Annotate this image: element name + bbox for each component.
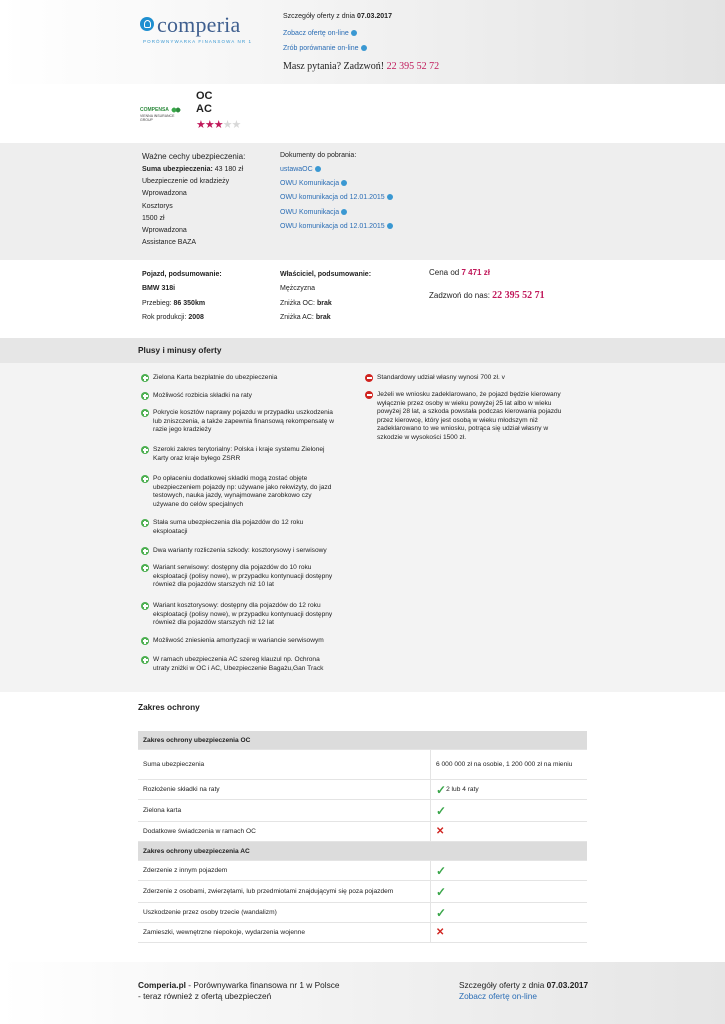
pro-item xyxy=(153,409,334,435)
product-type-oc: OC xyxy=(196,90,213,102)
item-text-line: Dwa warianty rozliczenia szkody: kosztorysowy i serwisowy xyxy=(153,547,327,554)
insurer-logo-subtext: VIENNA INSURANCE GROUP xyxy=(140,114,175,122)
coverage-label: Suma ubezpieczenia xyxy=(143,761,205,768)
features-heading: Ważne cechy ubezpieczenia: xyxy=(142,152,246,161)
document-link-label: OWU komunikacja od 12.01.2015 xyxy=(280,222,385,230)
item-text-line: również dla pojazdów starszych niż 12 lat xyxy=(153,619,274,627)
document-link-label: OWU komunikacja od 12.01.2015 xyxy=(280,194,385,202)
item-text-line: Możliwość rozbicia składki na raty xyxy=(153,392,252,399)
coverage-row xyxy=(138,923,587,943)
star-empty-icon: ★ xyxy=(222,119,232,131)
item-text-line: Szeroki zakres terytorialny: Polska i kraje systemu Zielonej xyxy=(153,446,325,453)
item-text-line: ubezpieczeniem pojazdy np: używane jako rekwizyty, do jazd xyxy=(153,483,332,491)
price-label: Cena od xyxy=(429,268,460,277)
item-text-line: testowych, nauka jazdy, wynajmowane zarobkowo czy xyxy=(153,492,312,500)
footer-offer-block xyxy=(459,980,588,1001)
plus-circle-icon xyxy=(141,602,149,610)
footer xyxy=(0,962,725,1024)
leaf-icon xyxy=(171,107,181,113)
insurer-logo xyxy=(140,107,188,122)
document-link[interactable] xyxy=(280,191,393,205)
features-list xyxy=(142,164,243,249)
coverage-label: Zamieszki, wewnętrzne niepokoje, wydarzenia wojenne xyxy=(143,929,305,936)
footer-see-offer-link[interactable]: Zobacz ofertę on-line xyxy=(459,990,537,1001)
offer-date: 07.03.2017 xyxy=(356,13,392,20)
coverage-label: Dodatkowe świadczenia w ramach OC xyxy=(143,828,256,835)
pros-cons-section xyxy=(0,338,725,692)
logo-tagline: PORÓWNYWARKA FINANSOWA NR 1 xyxy=(143,39,253,44)
minus-circle-icon xyxy=(365,391,373,399)
pro-item xyxy=(153,564,332,590)
plus-circle-icon xyxy=(141,374,149,382)
coverage-value-cell xyxy=(430,881,587,902)
sum-insured-value: 43 180 zł xyxy=(214,166,244,173)
vehicle-mileage xyxy=(142,297,222,311)
coverage-row xyxy=(138,750,587,780)
star-empty-icon: ★ xyxy=(231,119,241,131)
plus-circle-icon xyxy=(141,392,149,400)
item-text-line: Stała suma ubezpieczenia dla pojazdów do 12 roku xyxy=(153,519,304,526)
year-value: 2008 xyxy=(188,313,204,321)
minus-circle-icon xyxy=(365,374,373,382)
item-text-line: szkodzie w wysokości 1500 zł. xyxy=(377,433,467,441)
item-text-line: zadeklarowano to we wniosku, potrąca się udział własny w xyxy=(377,425,549,433)
coverage-value: 2 lub 4 raty xyxy=(446,786,479,793)
comperia-logo[interactable] xyxy=(140,12,252,44)
coverage-value-cell xyxy=(430,903,587,922)
pro-item xyxy=(153,602,332,628)
star-filled-icon: ★ xyxy=(204,119,214,131)
check-icon: ✓ xyxy=(436,863,447,878)
mileage-label: Przebieg: xyxy=(142,299,172,307)
oc-discount-value: brak xyxy=(316,299,332,307)
item-text-line: lub zniszczenia, a także zapewnia finansową rekompensatę w xyxy=(153,417,335,425)
pros-cons-header xyxy=(0,338,725,363)
item-text-line: Jeżeli we wniosku zadeklarowano, że pojazd będzie kierowany xyxy=(377,391,561,398)
vehicle-summary xyxy=(142,268,222,325)
item-text-line: Pokrycie kosztów naprawy pojazdu w przypadku uszkodzenia xyxy=(153,409,333,416)
documents-heading: Dokumenty do pobrania: xyxy=(280,152,357,159)
footer-line2: - teraz również z ofertą ubezpieczeń xyxy=(138,990,272,1001)
plus-circle-icon xyxy=(141,446,149,454)
item-text-line: również dla pojazdów starszych niż 10 lat xyxy=(153,581,274,589)
sum-insured-label: Suma ubezpieczenia: xyxy=(142,166,213,173)
pro-item xyxy=(153,656,323,673)
item-text-line: wyłącznie przez osoby w wieku powyżej 25 lat albo w wieku xyxy=(377,399,552,407)
mileage-value: 86 350km xyxy=(173,299,206,307)
sum-insured-line xyxy=(142,164,243,176)
header-phone[interactable]: 22 395 52 72 xyxy=(386,61,440,72)
item-text-line: eksploatacji xyxy=(153,527,188,535)
plus-circle-icon xyxy=(141,519,149,527)
questions-text: Masz pytania? Zadzwoń! xyxy=(283,61,385,72)
pro-item xyxy=(153,637,324,646)
info-icon xyxy=(315,166,321,172)
item-text-line: W ramach ubezpieczenia AC szereg klauzul np. Ochrona xyxy=(153,656,320,663)
item-text-line: Po opłaceniu dodatkowej składki mogą zostać objęte xyxy=(153,475,308,482)
coverage-label: Uszkodzenie przez osoby trzecie (wandalizm) xyxy=(143,909,277,916)
feature-line: Wprowadzona xyxy=(142,227,187,235)
oc-discount xyxy=(280,297,371,311)
compare-online-link[interactable] xyxy=(283,45,367,52)
pro-item xyxy=(153,475,331,509)
document-link[interactable] xyxy=(280,220,393,234)
coverage-section-header xyxy=(138,731,587,750)
coverage-section-title: Zakres ochrony ubezpieczenia AC xyxy=(143,847,250,855)
document-link-label: OWU Komunikacja xyxy=(280,208,340,216)
see-offer-online-link[interactable] xyxy=(283,30,357,37)
footer-line1-rest: - Porównywarka finansowa nr 1 w Polsce xyxy=(185,980,340,990)
coverage-label: Zderzenie z osobami, zwierzętami, lub przedmiotami znajdującymi się poza pojazdem xyxy=(143,888,394,895)
product-types xyxy=(196,90,213,116)
document-link[interactable] xyxy=(280,206,393,220)
price-value: 7 471 zł xyxy=(461,268,490,277)
plus-circle-icon xyxy=(141,637,149,645)
owner-heading: Właściciel, podsumowanie: xyxy=(280,271,372,278)
coverage-row xyxy=(138,903,587,923)
plus-circle-icon xyxy=(141,656,149,664)
coverage-row xyxy=(138,822,587,842)
coverage-value-cell xyxy=(430,822,587,841)
see-offer-online-label: Zobacz ofertę on-line xyxy=(283,30,349,37)
rating-stars xyxy=(196,118,240,131)
cross-icon: ✕ xyxy=(436,927,445,938)
owner-summary xyxy=(280,268,371,325)
feature-line: Assistance BAZA xyxy=(142,239,197,247)
document-link-label: ustawaOC xyxy=(280,166,313,173)
offer-date-line xyxy=(283,13,392,20)
coverage-value-cell xyxy=(430,800,587,821)
check-icon: ✓ xyxy=(436,905,447,920)
coverage-value-cell xyxy=(430,923,587,942)
vehicle-model: BMW 318i xyxy=(142,285,176,293)
vehicle-year xyxy=(142,311,222,325)
ac-discount xyxy=(280,311,371,325)
pro-item xyxy=(153,374,277,383)
item-text-line: Wariant kosztorysowy: dostępny dla pojazdów do 12 roku xyxy=(153,602,321,609)
plus-circle-icon xyxy=(141,564,149,572)
star-filled-icon: ★ xyxy=(213,119,223,131)
check-icon: ✓ xyxy=(436,782,447,797)
coverage-row xyxy=(138,881,587,903)
coverage-row xyxy=(138,800,587,822)
coverage-value-cell xyxy=(430,861,587,880)
item-text-line: używane do celów specjalnych xyxy=(153,500,244,508)
coverage-row xyxy=(138,780,587,800)
footer-brand-block xyxy=(138,980,340,1001)
con-item xyxy=(377,374,505,383)
pro-item xyxy=(153,519,303,536)
item-text-line: Karty oraz kraje byłego ZSRR xyxy=(153,454,241,462)
item-text-line: Możliwość zniesienia amortyzacji w wariancie serwisowym xyxy=(153,637,324,644)
pro-item xyxy=(153,547,327,556)
feature-line: Kosztorys xyxy=(142,202,173,210)
call-phone[interactable]: 22 395 52 71 xyxy=(492,290,545,301)
footer-offer-date: 07.03.2017 xyxy=(546,980,589,990)
call-us-line xyxy=(429,290,545,301)
feature-line: Ubezpieczenie od kradzieży xyxy=(142,178,230,186)
insurer-logo-text: COMPENSA xyxy=(140,107,169,113)
con-item xyxy=(377,391,561,443)
pros-cons-heading: Plusy i minusy oferty xyxy=(138,345,222,355)
cross-icon: ✕ xyxy=(436,826,445,837)
star-filled-icon: ★ xyxy=(196,119,205,131)
documents-list xyxy=(280,163,393,234)
questions-line xyxy=(283,61,439,72)
info-icon xyxy=(351,30,357,36)
document-link-label: OWU Komunikacja xyxy=(280,180,340,188)
footer-line1 xyxy=(138,980,340,991)
pro-item xyxy=(153,446,325,463)
owner-gender: Mężczyzna xyxy=(280,285,316,293)
offer-details-prefix: Szczegóły oferty z dnia xyxy=(283,13,355,20)
price-line xyxy=(429,268,490,277)
item-text-line: Zielona Karta bezpłatnie do ubezpieczenia xyxy=(153,374,278,381)
info-icon xyxy=(361,45,367,51)
feature-line: Wprowadzona xyxy=(142,190,187,198)
year-label: Rok produkcji: xyxy=(142,313,187,321)
coverage-value-cell xyxy=(430,750,587,779)
footer-offer-prefix: Szczegóły oferty z dnia xyxy=(459,980,545,990)
item-text-line: eksploatacji (polisy nowe), w przypadku kontynuacji dostępny xyxy=(153,610,333,618)
footer-brand[interactable]: Comperia.pl xyxy=(138,980,186,990)
coverage-section-title: Zakres ochrony ubezpieczenia OC xyxy=(143,736,251,744)
pro-item xyxy=(153,392,252,401)
product-type-ac: AC xyxy=(196,103,212,115)
comperia-logo-icon xyxy=(140,17,154,31)
coverage-label: Rozłożenie składki na raty xyxy=(143,786,220,793)
vehicle-heading: Pojazd, podsumowanie: xyxy=(142,271,222,278)
coverage-value-cell xyxy=(430,780,587,799)
logo-word: comperia xyxy=(157,12,241,37)
plus-circle-icon xyxy=(141,409,149,417)
coverage-heading: Zakres ochrony xyxy=(138,702,200,712)
info-icon xyxy=(341,180,347,186)
info-icon xyxy=(341,209,347,215)
info-icon xyxy=(387,194,393,200)
item-text-line: utraty zniżki w OC i AC, Ubezpieczenie Bagażu,Gan Track xyxy=(153,664,324,672)
call-label: Zadzwoń do nas: xyxy=(429,291,490,300)
ac-discount-label: Zniżka AC: xyxy=(280,313,314,321)
check-icon: ✓ xyxy=(436,803,447,818)
feature-line: 1500 zł xyxy=(142,214,165,222)
check-icon: ✓ xyxy=(436,884,447,899)
coverage-label: Zderzenie z innym pojazdem xyxy=(143,867,228,874)
coverage-table xyxy=(138,731,587,943)
plus-circle-icon xyxy=(141,547,149,555)
item-text-line: eksploatacji (polisy nowe), w przypadku kontynuacji dostępny xyxy=(153,572,333,580)
item-text-line: Wariant serwisowy: dostępny dla pojazdów do 10 roku xyxy=(153,564,312,571)
ac-discount-value: brak xyxy=(315,313,331,321)
item-text-line: przez kierowcę, który jest osobą w wieku młodszym niż xyxy=(377,416,538,424)
item-text-line: Standardowy udział własny wynosi 700 zł. v xyxy=(377,374,505,381)
compare-online-label: Zrób porównanie on-line xyxy=(283,45,359,52)
item-text-line: razie jego kradzieży xyxy=(153,426,212,434)
info-icon xyxy=(387,223,393,229)
coverage-row xyxy=(138,861,587,881)
coverage-label: Zielona karta xyxy=(143,807,182,814)
footer-offer-date-line xyxy=(459,980,588,991)
coverage-section-header xyxy=(138,842,587,861)
item-text-line: powyżej 28 lat, a szkoda powstała podczas kierowania pojazdu xyxy=(377,408,562,416)
oc-discount-label: Zniżka OC: xyxy=(280,299,316,307)
document-link[interactable] xyxy=(280,177,393,191)
plus-circle-icon xyxy=(141,475,149,483)
document-link[interactable] xyxy=(280,163,393,177)
coverage-value: 6 000 000 zł na osobie, 1 200 000 zł na mieniu xyxy=(436,761,573,768)
